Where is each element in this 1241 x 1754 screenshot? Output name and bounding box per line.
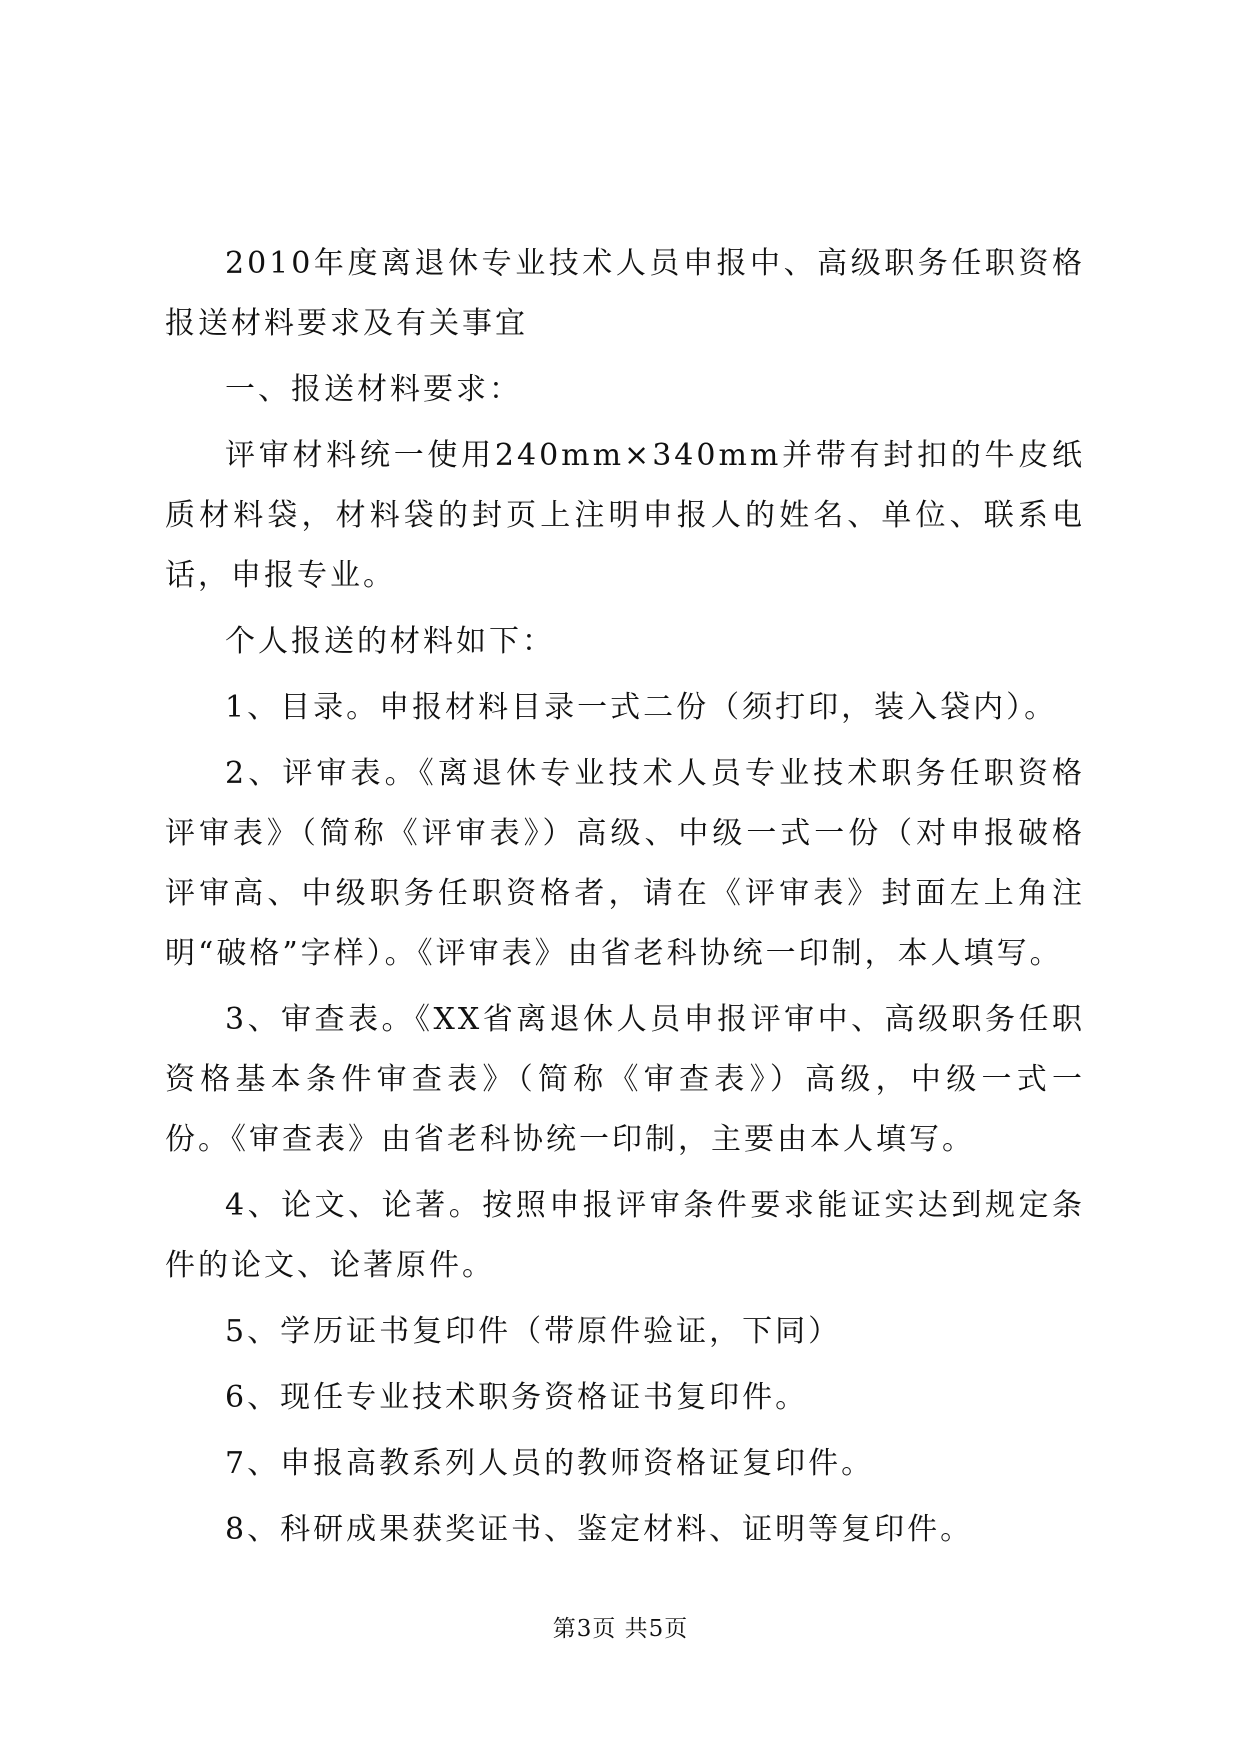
- list-item-6: 6、现任专业技术职务资格证书复印件。: [225, 1380, 809, 1415]
- list-item-3: 3、审查表。《XX省离退休人员申报评审中、高级职务任职资格基本条件审查表》（简称《审查表》）高级，中级一式一份。《审查表》由省老科协统一印制，主要由本人填写。: [165, 1002, 1085, 1157]
- list-item-2: 2、评审表。《离退休专业技术人员专业技术职务任职资格评审表》（简称《评审表》）高级、中级一式一份（对申报破格评审高、中级职务任职资格者，请在《评审表》封面左上角注明“破格”字样）。《评审表》由省老科协统一印制，本人填写。: [165, 756, 1085, 971]
- list-item-8: 8、科研成果获奖证书、鉴定材料、证明等复印件。: [225, 1512, 974, 1547]
- list-item-5: 5、学历证书复印件（带原件验证，下同）: [225, 1314, 842, 1349]
- list-item-7: 7、申报高教系列人员的教师资格证复印件。: [225, 1446, 875, 1481]
- page-footer: 第3页 共5页: [552, 1616, 689, 1642]
- paragraph-materials-intro: 个人报送的材料如下：: [225, 624, 555, 659]
- document-body: [165, 234, 1085, 1566]
- section-heading: 一、报送材料要求：: [225, 372, 522, 407]
- document-title: 2010年度离退休专业技术人员申报中、高级职务任职资格报送材料要求及有关事宜: [165, 246, 1085, 341]
- paragraph-material-bag: 评审材料统一使用240mm×340mm并带有封扣的牛皮纸质材料袋，材料袋的封页上注明申报人的姓名、单位、联系电话，申报专业。: [165, 438, 1085, 593]
- list-item-1: 1、目录。申报材料目录一式二份（须打印，装入袋内）。: [225, 690, 1058, 725]
- list-item-4: 4、论文、论著。按照申报评审条件要求能证实达到规定条件的论文、论著原件。: [165, 1188, 1085, 1283]
